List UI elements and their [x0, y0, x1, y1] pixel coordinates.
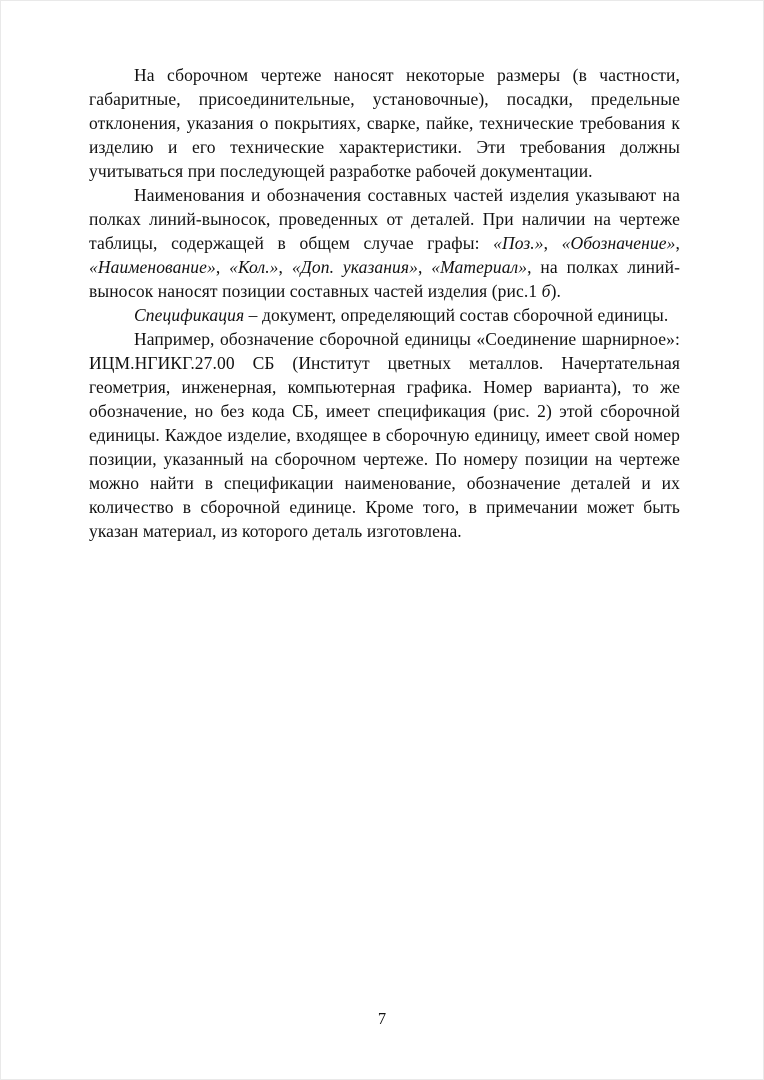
- text-run: ,: [215, 257, 230, 277]
- text-run: ,: [543, 233, 562, 253]
- text-run-italic: Спецификация: [134, 305, 245, 325]
- text-run: – документ, определяющий состав сборочной единицы.: [244, 305, 669, 325]
- text-run: ).: [550, 281, 561, 301]
- text-run-italic: б: [541, 281, 551, 301]
- text-run: , на полках линий-выносок наносят позиции составных частей изделия (рис.1: [89, 257, 681, 301]
- text-run: Например, обозначение сборочной единицы «Соединение шарнирное»: ИЦМ.НГИКГ.27.00 СБ (Институт цветных металлов. Начертательная геометрия, инженерная, компьютерная графика. Номер варианта), то же обозначение, но без кода СБ, имеет спецификация (рис. 2) этой сборочной единицы. Каждое изделие, входящее в сборочную единицу, имеет свой номер позиции, указанный на сборочном чертеже. По номеру позиции на чертеже можно найти в спецификации наименование, обозначение деталей и их количество в сборочной единице. Кроме того, в примечании может быть указан материал, из которого деталь изготовлена.: [89, 329, 680, 541]
- text-run: ,: [278, 257, 292, 277]
- text-run-italic: «Наименование»: [89, 257, 216, 277]
- text-run-italic: «Поз.»: [493, 233, 544, 253]
- paragraph-example-designation: [89, 327, 680, 543]
- paragraph-assembly-drawing-dimensions: [89, 63, 680, 183]
- paragraph-part-names-designations: [89, 183, 680, 303]
- text-run: На сборочном чертеже наносят некоторые размеры (в частности, габаритные, присоединительные, установочные), посадки, предельные отклонения, указания о покрытиях, сварке, пайке, технические требования к изделию и его технические характеристики. Эти требования должны учитываться при последующей разработке рабочей документации.: [89, 65, 680, 181]
- text-run: Наименования и обозначения составных частей изделия указывают на полках линий-выносок, проведенных от деталей. При наличии на чертеже таблицы, содержащей в общем случае графы:: [89, 185, 680, 253]
- text-run-italic: «Обозначение»: [561, 233, 676, 253]
- paragraph-specification-definition: [89, 303, 680, 327]
- text-run-italic: «Кол.»: [229, 257, 279, 277]
- text-run-italic: «Материал»: [431, 257, 528, 277]
- text-run: ,: [675, 233, 680, 253]
- text-content: [89, 63, 680, 543]
- text-run: ,: [417, 257, 432, 277]
- page-number: 7: [377, 1009, 387, 1028]
- text-run-italic: «Доп. указания»: [291, 257, 418, 277]
